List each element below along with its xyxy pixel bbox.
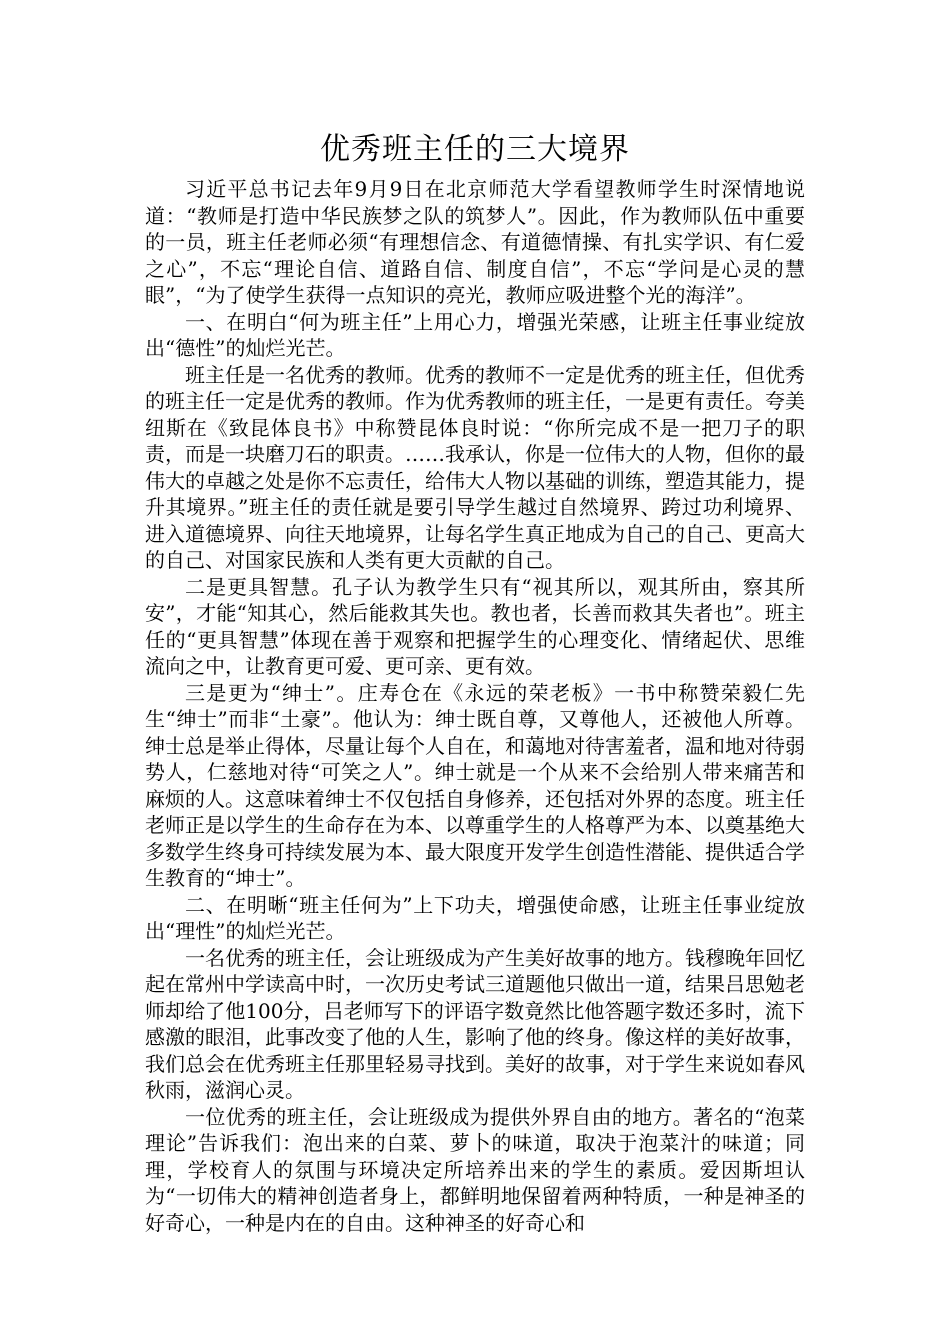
paragraph: 一位优秀的班主任，会让班级成为提供外界自由的地方。著名的“泡菜理论”告诉我们：泡出来的白菜、萝卜的味道，取决于泡菜汁的味道；同理，学校育人的氛围与环境决定所培养出来的学生的素质。爱因斯坦认为“一切伟大的精神创造者身上，都鲜明地保留着两种特质，一种是神圣的好奇心，一种是内在的自由。这种神圣的好奇心和	[145, 1104, 805, 1235]
paragraph: 三是更为“绅士”。庄寿仓在《永远的荣老板》一书中称赞荣毅仁先生“绅士”而非“土豪”。他认为：绅士既自尊，又尊他人，还被他人所尊。绅士总是举止得体，尽量让每个人自在，和蔼地对待害羞者，温和地对待弱势人，仁慈地对待“可笑之人”。绅士就是一个从来不会给别人带来痛苦和麻烦的人。这意味着绅士不仅包括自身修养，还包括对外界的态度。班主任老师正是以学生的生命存在为本、以尊重学生的人格尊严为本、以奠基绝大多数学生终身可持续发展为本、最大限度开发学生创造性潜能、提供适合学生教育的“坤士”。	[145, 680, 805, 890]
section-heading: 二、在明晰“班主任何为”上下功夫，增强使命感，让班主任事业绽放出“理性”的灿烂光芒。	[145, 892, 805, 943]
section-heading: 一、在明白“何为班主任”上用心力，增强光荣感，让班主任事业绽放出“德性”的灿烂光芒。	[145, 309, 805, 360]
paragraph: 一名优秀的班主任，会让班级成为产生美好故事的地方。钱穆晚年回忆起在常州中学读高中时，一次历史考试三道题他只做出一道，结果吕思勉老师却给了他100分，吕老师写下的评语字数竟然比他答题字数还多时，流下感激的眼泪，此事改变了他的人生，影响了他的终身。像这样的美好故事，我们总会在优秀班主任那里轻易寻找到。美好的故事，对于学生来说如春风秋雨，滋润心灵。	[145, 945, 805, 1102]
paragraph: 习近平总书记去年9月9日在北京师范大学看望教师学生时深情地说道：“教师是打造中华民族梦之队的筑梦人”。因此，作为教师队伍中重要的一员，班主任老师必须“有理想信念、有道德情操、有扎实学识、有仁爱之心”，不忘“理论自信、道路自信、制度自信”，不忘“学问是心灵的慧眼”，“为了使学生获得一点知识的亮光，教师应吸进整个光的海洋”。	[145, 177, 805, 307]
document-title: 优秀班主任的三大境界	[320, 132, 630, 167]
paragraph: 二是更具智慧。孔子认为教学生只有“视其所以，观其所由，察其所安”，才能“知其心，然后能救其失也。教也者，长善而救其失者也”。班主任的“更具智慧”体现在善于观察和把握学生的心理变化、情绪起伏、思维流向之中，让教育更可爱、更可亲、更有效。	[145, 574, 805, 678]
paragraph: 班主任是一名优秀的教师。优秀的教师不一定是优秀的班主任，但优秀的班主任一定是优秀的教师。作为优秀教师的班主任，一是更有责任。夸美纽斯在《致昆体良书》中称赞昆体良时说：“你所完成不是一把刀子的职责，而是一块磨刀石的职责。……我承认，你是一位伟大的人物，但你的最伟大的卓越之处是你不忘责任，给伟大人物以基础的训练，塑造其能力，提升其境界。”班主任的责任就是要引导学生越过自然境界、跨过功利境界、进入道德境界、向往天地境界，让每名学生真正地成为自己的自己、更高大的自己、对国家民族和人类有更大贡献的自己。	[145, 362, 805, 572]
document-page	[145, 124, 805, 1236]
